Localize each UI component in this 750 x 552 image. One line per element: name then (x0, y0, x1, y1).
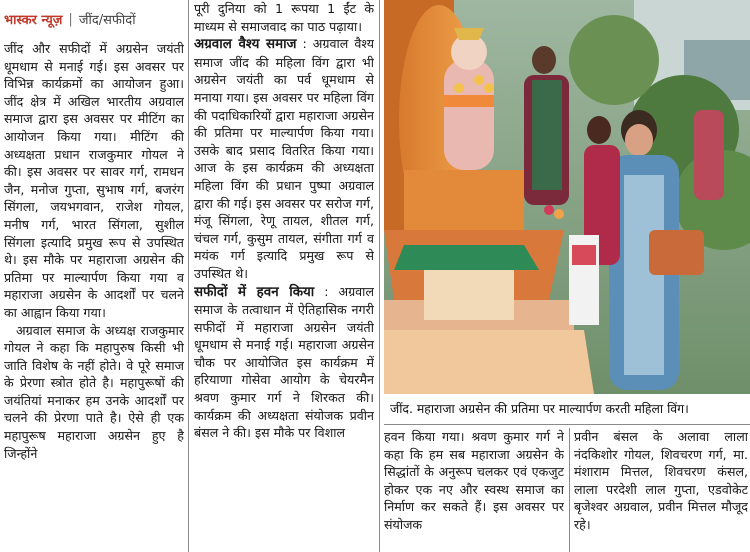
column-rule-3 (569, 428, 570, 552)
column-rule-1 (188, 0, 189, 552)
subhead-agrawal-vaishya-samaj: अग्रवाल वैश्य समाज (194, 37, 297, 53)
brand-name: भास्कर न्यूज़ (4, 13, 63, 28)
dateline-place: जींद/सफीदों (78, 13, 136, 28)
dateline (4, 6, 184, 32)
dateline-separator: | (68, 11, 73, 27)
subhead-safidon-havan: सफीदों में हवन किया (194, 284, 315, 300)
col2-paragraph-3: : अग्रवाल समाज के तत्वाधान में ऐतिहासिक नगरी सफीदों में महाराजा अग्रसेन जयंती धूमधाम से मनाई गई। महाराजा अग्रसेन चौक पर आयोजित इस कार्यक्रम में हरियाणा गोसेवा आयोग के चेयरमैन श्रवण कुमार गर्ग ने शिरकत की। कार्यक्रम की अध्यक्षता संयोजक प्रवीन बंसल ने की। इस मौके पर विशाल (194, 283, 374, 441)
photo-caption: जींद. महाराजा अग्रसेन की प्रतिमा पर माल्यार्पण करती महिला विंग। (390, 401, 689, 416)
article-column-4 (574, 428, 748, 552)
col2-paragraph-2: : अग्रवाल वैश्य समाज जींद की महिला विंग द्वारा भी अग्रसेन जयंती का पर्व धूमधाम से मनाया गया। इस अवसर पर महिला विंग की पदाधिकारियों द्वारा महाराजा अग्रसेन की प्रतिमा पर माल्यार्पण किया गया। उसके बाद प्रसाद वितरित किया गया। आज के इस कार्यक्रम की अध्यक्षता महिला विंग की प्रधान पुष्पा अग्रवाल द्वारा की गई। इस अवसर पर सरोज गर्ग, मंजू सिंगला, रेणू तायल, शीतल गर्ग, चंचल गर्ग, कुसुम तायल, संगीता गर्ग व मयंक गर्ग इत्यादि प्रमुख रूप से उपस्थित थे। (194, 36, 374, 281)
article-column-3 (384, 428, 564, 552)
col3-paragraph-1: हवन किया गया। श्रवण कुमार गर्ग ने कहा कि हम सब महाराजा अग्रसेन के सिद्धांतों के अनुरूप चलकर एवं एकजुट होकर एक नए और स्वस्थ समाज का निर्माण कर सकते हैं। इस अवसर पर संयोजक (384, 429, 564, 532)
photo-illustration (384, 0, 750, 394)
col4-paragraph-1: प्रवीन बंसल के अलावा लाला नंदकिशोर गोयल, शिवचरण गर्ग, मा. मंशाराम मित्तल, शिवचरण कंसल, लाला परदेशी लाल गुप्ता, एडवोकेट बृजेश्वर अग्रवाल, प्रवीन मित्तल मौजूद रहे। (574, 429, 748, 532)
col1-paragraph-1: जींद और सफीदों में अग्रसेन जयंती धूमधाम से मनाई गई। इस अवसर पर विभिन्न कार्यक्रमों का आयोजन हुआ। जींद क्षेत्र में अखिल भारतीय अग्रवाल समाज द्वारा इस अवसर पर मीटिंग का आयोजन किया गया। मीटिंग की अध्यक्षता प्रधान राजकुमार गोयल ने की। इस अवसर पर सावर गर्ग, रामधन जैन, मनोज गुप्ता, सुभाष गर्ग, बजरंग सिंगला, जयभगवान, राजेश गोयल, मनीष गर्ग, भारत सिंगला, सुशील सिंगला इत्यादि प्रमुख रूप से उपस्थित थे। इस मौके पर महाराजा अग्रसेन की प्रतिमा पर माल्यार्पण किया गया व महाराजा अग्रसेन के आदर्शों पर चलने का आह्वान किया गया। (4, 41, 184, 320)
col1-paragraph-2: अग्रवाल समाज के अध्यक्ष राजकुमार गोयल ने कहा कि महापुरुष किसी भी जाति विशेष के नहीं होते। वे पूरे समाज के प्रेरणा स्त्रोत होते है। महापुरूषों की जयंतियां मनाकर हम उनके आदर्शों पर चलने की प्रेरणा पाते है। ऐसे ही एक महापुरूष महाराजा अग्रसेन हुए है जिन्होंने (4, 322, 184, 461)
caption-rule (384, 424, 750, 425)
article-column-1 (4, 40, 184, 552)
article-column-2 (194, 0, 374, 552)
news-photo (384, 0, 750, 394)
col2-section-1 (194, 35, 374, 282)
col2-section-2 (194, 283, 374, 442)
column-rule-2 (379, 0, 380, 552)
col2-paragraph-1: पूरी दुनिया को 1 रूपया 1 ईंट के माध्यम से समाजवाद का पाठ पढ़ाया। (194, 1, 374, 34)
